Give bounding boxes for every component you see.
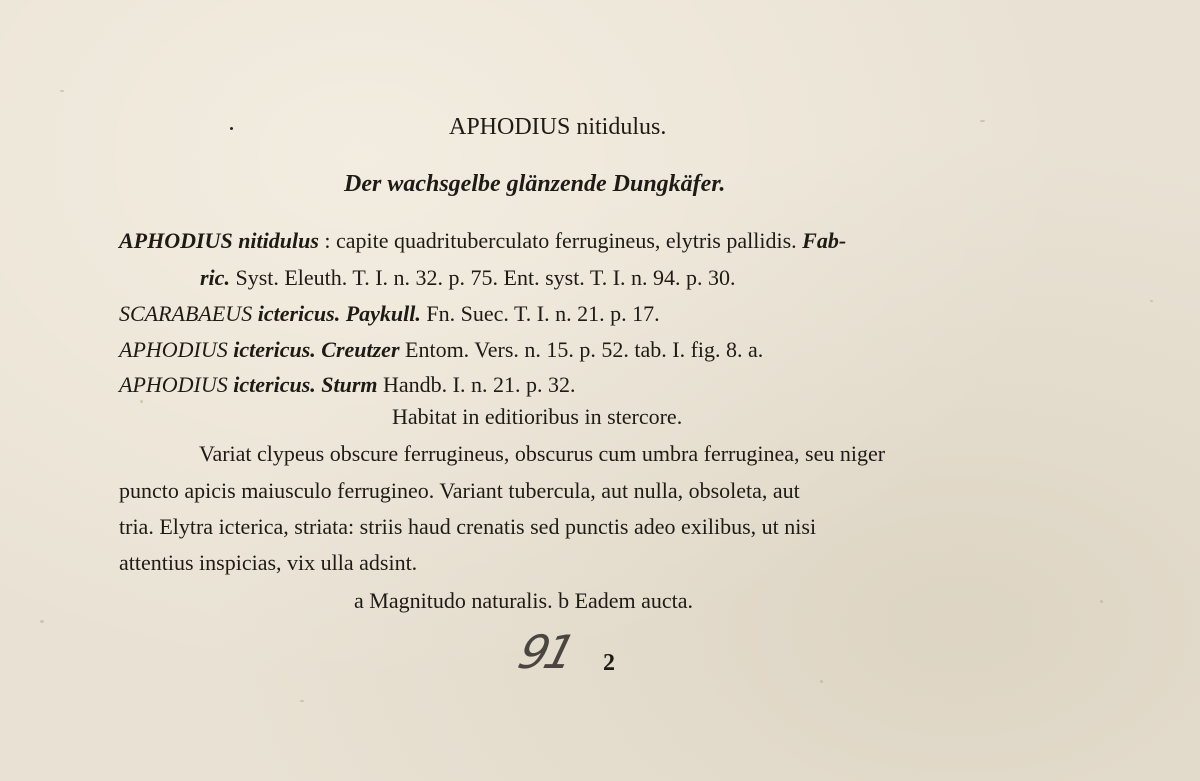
synonym-text: : capite quadrituberculato ferrugineus, elytris pallidis. xyxy=(318,228,803,253)
figure-legend: a Magnitudo naturalis. b Eadem aucta. xyxy=(354,588,694,613)
synonym-species: ictericus. xyxy=(257,301,341,326)
synonym-genus: APHODIUS xyxy=(119,228,233,253)
synonym-text: Syst. Eleuth. T. I. n. 32. p. 75. Ent. syst. T. I. n. 94. p. 30. xyxy=(229,265,736,290)
synonym-text: Entom. Vers. n. 15. p. 52. tab. I. fig. 8. a. xyxy=(399,337,764,362)
description-line: tria. Elytra icterica, striata: striis haud crenatis sed punctis adeo exilibus, ut nisi xyxy=(119,514,817,539)
page-title: APHODIUS nitidulus. xyxy=(449,114,667,140)
paper-speck xyxy=(140,400,143,403)
description-line: attentius inspicias, vix ulla adsint. xyxy=(119,550,418,575)
synonym-genus: APHODIUS xyxy=(119,337,228,362)
synonym-author: ric. xyxy=(200,265,230,290)
paper-speck xyxy=(1100,600,1103,603)
ink-dot xyxy=(230,127,233,130)
synonym-genus: APHODIUS xyxy=(119,372,228,397)
description-line: puncto apicis maiusculo ferrugineo. Variant tubercula, aut nulla, obsoleta, aut xyxy=(119,478,800,503)
paper-speck xyxy=(820,680,823,683)
synonym-author: Paykull. xyxy=(345,301,421,326)
synonym-species: ictericus. xyxy=(233,337,316,362)
synonym-text: Fn. Suec. T. I. n. 21. p. 17. xyxy=(420,301,660,326)
synonym-line xyxy=(200,265,736,291)
synonym-author: Sturm xyxy=(321,372,378,397)
page-number: 2 xyxy=(603,650,615,676)
synonym-species: ictericus. xyxy=(233,372,316,397)
handwritten-plate-number: 91 xyxy=(512,625,578,679)
synonym-line xyxy=(119,337,763,363)
paper-speck xyxy=(1150,300,1153,302)
synonym-line xyxy=(119,228,846,254)
synonym-genus: SCARABAEUS xyxy=(119,301,253,326)
paper-speck xyxy=(980,120,985,122)
paper-speck xyxy=(60,90,64,92)
paper-speck xyxy=(40,620,44,623)
synonym-author: Fab- xyxy=(802,228,847,253)
synonym-line xyxy=(119,301,660,327)
synonym-species: nitidulus xyxy=(238,228,319,253)
habitat-line: Habitat in editioribus in stercore. xyxy=(392,404,683,429)
paper-speck xyxy=(300,700,304,702)
page-subtitle: Der wachsgelbe glänzende Dungkäfer. xyxy=(344,171,726,197)
synonym-line xyxy=(119,372,576,398)
synonym-text: Handb. I. n. 21. p. 32. xyxy=(377,372,576,397)
description-line: Variat clypeus obscure ferrugineus, obscurus cum umbra ferruginea, seu niger xyxy=(199,441,886,466)
synonym-author: Creutzer xyxy=(321,337,400,362)
